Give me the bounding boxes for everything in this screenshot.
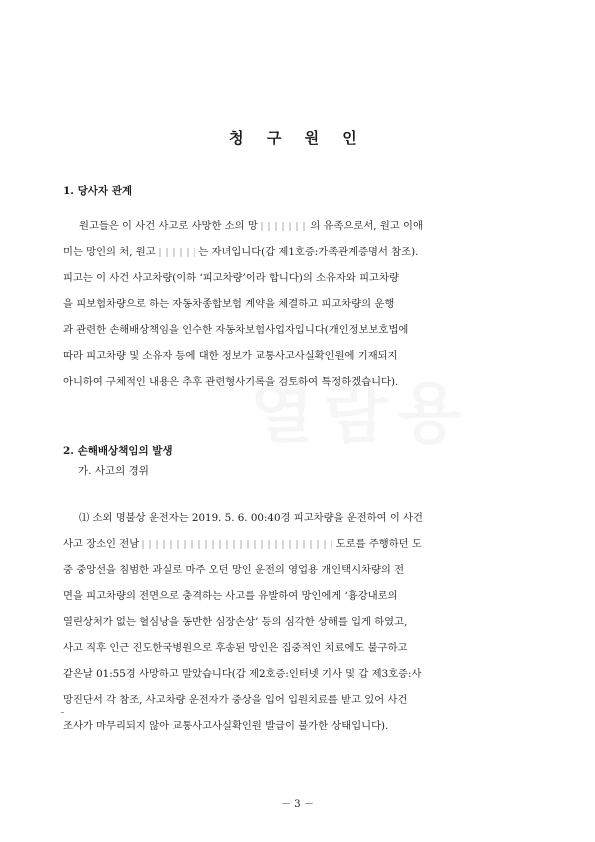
paragraph-line: 원고들은 이 사건 사고로 사망한 소의 망 의 유족으로서, 원고 이애 [79, 220, 423, 232]
paragraph-line: 열린상처가 없는 혈심낭을 동반한 심장손상’ 등의 심각한 상해를 입게 하였고, [63, 616, 408, 628]
paragraph-line: 따라 피고차량 및 소유자 등에 대한 정보가 교통사고사실확인원에 기재되지 [63, 350, 398, 362]
redaction [261, 222, 307, 231]
paragraph-line: 을 피보험차량으로 하는 자동차종합보험 계약을 체결하고 피고차량의 운행 [63, 298, 395, 310]
redaction [159, 248, 195, 257]
section-heading-1: 1. 당사자 관계 [63, 185, 132, 197]
paragraph-line: 아니하여 구체적인 내용은 추후 관련형사기록을 검토하여 특정하겠습니다). [63, 376, 399, 388]
paragraph-line: 면을 피고차량의 전면으로 충격하는 사고를 유발하여 망인에게 ‘흉강내로의 [63, 590, 398, 602]
margin-mark [61, 712, 64, 713]
subsection-heading: 가. 사고의 경위 [78, 465, 149, 477]
paragraph-line: 사고 직후 인근 진도한국병원으로 후송된 망인은 집중적인 치료에도 불구하고 [63, 642, 408, 654]
page-number: － 3 － [281, 799, 314, 810]
paragraph-line: 같은날 01:55경 사망하고 말았습니다(갑 제2호증:인터넷 기사 및 갑 제3호증:사 [63, 668, 422, 680]
paragraph-line: 중 중앙선을 침범한 과실로 마주 오던 망인 운전의 영업용 개인택시차량의 전 [63, 564, 405, 576]
paragraph-line: 피고는 이 사건 사고차량(이하 ‘피고차량’이라 합니다)의 소유자와 피고차량 [63, 272, 399, 284]
paragraph-line: 미는 망인의 처, 원고 는 자녀입니다(갑 제1호증:가족관계증명서 참조). [63, 246, 419, 258]
section-heading-2: 2. 손해배상책임의 발생 [63, 445, 173, 457]
paragraph-line: 과 관련한 손해배상책임을 인수한 자동차보험사업자입니다(개인정보보호법에 [63, 324, 409, 336]
redaction [142, 540, 332, 549]
paragraph-line: ⑴ 소외 명불상 운전자는 2019. 5. 6. 00:40경 피고차량을 운전하여 이 사건 [79, 512, 423, 524]
paragraph-line: 조사가 마무리되지 않아 교통사고사실확인원 발급이 불가한 상태입니다). [63, 720, 389, 732]
paragraph-line: 망진단서 각 참조, 사고차량 운전자가 중상을 입어 입원치료를 받고 있어 사건 [63, 694, 408, 706]
paragraph-line: 사고 장소인 전남 도로를 주행하던 도 [63, 538, 422, 550]
page-title: 청 구 원 인 [229, 129, 366, 147]
